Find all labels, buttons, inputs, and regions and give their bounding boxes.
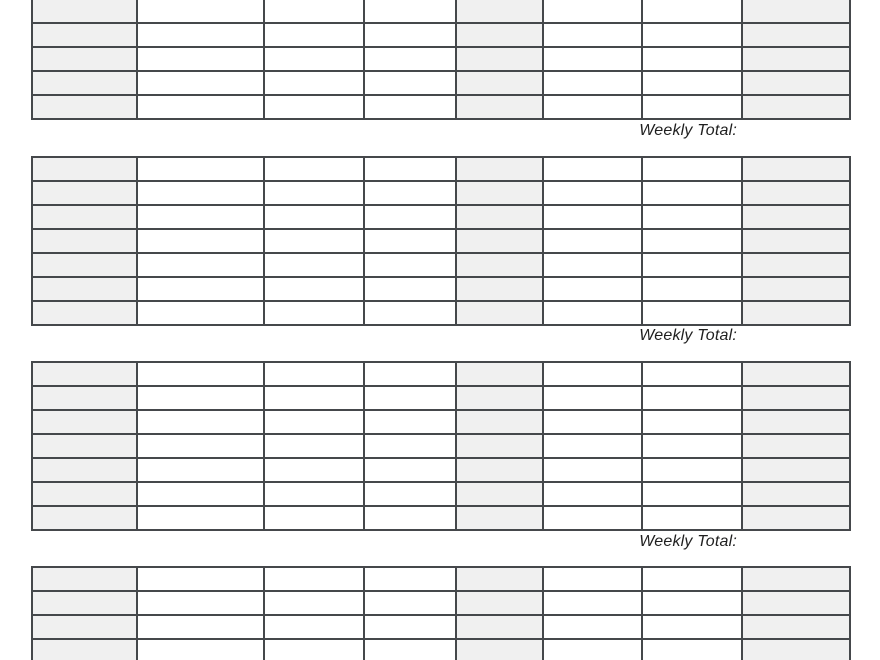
entry-cell — [543, 567, 642, 591]
entry-cell — [137, 567, 264, 591]
entry-cell — [264, 181, 364, 205]
entry-cell — [543, 615, 642, 639]
entry-cell — [264, 591, 364, 615]
entry-cell — [543, 362, 642, 386]
shaded-cell — [32, 229, 137, 253]
shaded-cell — [456, 591, 543, 615]
shaded-cell — [742, 301, 850, 325]
shaded-cell — [32, 362, 137, 386]
shaded-cell — [456, 301, 543, 325]
table-row — [32, 47, 850, 71]
entry-cell — [137, 410, 264, 434]
shaded-cell — [456, 47, 543, 71]
entry-cell — [137, 506, 264, 530]
entry-cell — [137, 277, 264, 301]
shaded-cell — [456, 277, 543, 301]
shaded-cell — [742, 71, 850, 95]
shaded-cell — [742, 181, 850, 205]
table-row — [32, 410, 850, 434]
entry-cell — [364, 47, 456, 71]
entry-cell — [137, 71, 264, 95]
entry-cell — [264, 434, 364, 458]
shaded-cell — [32, 157, 137, 181]
entry-cell — [137, 23, 264, 47]
shaded-cell — [456, 205, 543, 229]
entry-cell — [642, 47, 742, 71]
shaded-cell — [742, 410, 850, 434]
entry-cell — [264, 362, 364, 386]
shaded-cell — [456, 71, 543, 95]
entry-cell — [364, 386, 456, 410]
table-row — [32, 567, 850, 591]
shaded-cell — [32, 181, 137, 205]
entry-cell — [642, 458, 742, 482]
entry-cell — [642, 410, 742, 434]
entry-cell — [364, 615, 456, 639]
entry-cell — [642, 362, 742, 386]
entry-cell — [642, 301, 742, 325]
entry-cell — [264, 506, 364, 530]
shaded-cell — [32, 47, 137, 71]
entry-cell — [264, 71, 364, 95]
shaded-cell — [32, 506, 137, 530]
shaded-cell — [32, 277, 137, 301]
entry-cell — [264, 567, 364, 591]
entry-cell — [543, 181, 642, 205]
entry-cell — [264, 615, 364, 639]
table-row — [32, 0, 850, 23]
entry-cell — [264, 205, 364, 229]
entry-cell — [264, 386, 364, 410]
table-row — [32, 615, 850, 639]
entry-cell — [543, 591, 642, 615]
entry-cell — [364, 0, 456, 23]
shaded-cell — [456, 639, 543, 660]
weekly-total-label-3: Weekly Total: — [639, 533, 737, 550]
shaded-cell — [456, 386, 543, 410]
entry-cell — [137, 434, 264, 458]
entry-cell — [364, 434, 456, 458]
entry-cell — [642, 0, 742, 23]
entry-cell — [364, 567, 456, 591]
entry-cell — [364, 277, 456, 301]
entry-cell — [137, 482, 264, 506]
entry-cell — [264, 95, 364, 119]
table-row — [32, 458, 850, 482]
entry-cell — [137, 615, 264, 639]
entry-cell — [642, 434, 742, 458]
shaded-cell — [456, 157, 543, 181]
entry-cell — [137, 0, 264, 23]
entry-cell — [543, 639, 642, 660]
entry-cell — [137, 205, 264, 229]
table-row — [32, 506, 850, 530]
shaded-cell — [742, 615, 850, 639]
entry-cell — [543, 277, 642, 301]
entry-cell — [543, 434, 642, 458]
entry-cell — [364, 253, 456, 277]
shaded-cell — [742, 362, 850, 386]
entry-cell — [642, 95, 742, 119]
entry-cell — [264, 47, 364, 71]
table-row — [32, 181, 850, 205]
entry-cell — [137, 591, 264, 615]
entry-cell — [543, 23, 642, 47]
shaded-cell — [32, 434, 137, 458]
week-1-table — [31, 0, 851, 120]
shaded-cell — [32, 386, 137, 410]
entry-cell — [264, 229, 364, 253]
weekly-total-label-2: Weekly Total: — [639, 327, 737, 344]
shaded-cell — [742, 157, 850, 181]
shaded-cell — [456, 362, 543, 386]
entry-cell — [137, 229, 264, 253]
entry-cell — [642, 253, 742, 277]
shaded-cell — [742, 95, 850, 119]
shaded-cell — [456, 458, 543, 482]
entry-cell — [642, 157, 742, 181]
shaded-cell — [456, 615, 543, 639]
table-row — [32, 229, 850, 253]
entry-cell — [364, 23, 456, 47]
entry-cell — [543, 253, 642, 277]
entry-cell — [642, 23, 742, 47]
table-row — [32, 253, 850, 277]
shaded-cell — [32, 71, 137, 95]
entry-cell — [137, 386, 264, 410]
entry-cell — [364, 95, 456, 119]
entry-cell — [543, 205, 642, 229]
week-3-table — [31, 361, 851, 531]
entry-cell — [543, 95, 642, 119]
shaded-cell — [742, 386, 850, 410]
entry-cell — [364, 591, 456, 615]
shaded-cell — [456, 253, 543, 277]
entry-cell — [364, 458, 456, 482]
entry-cell — [264, 482, 364, 506]
shaded-cell — [742, 591, 850, 615]
entry-cell — [642, 229, 742, 253]
shaded-cell — [456, 95, 543, 119]
table-row — [32, 482, 850, 506]
table-row — [32, 157, 850, 181]
entry-cell — [137, 253, 264, 277]
entry-cell — [543, 47, 642, 71]
shaded-cell — [32, 0, 137, 23]
entry-cell — [642, 386, 742, 410]
entry-cell — [137, 181, 264, 205]
shaded-cell — [32, 615, 137, 639]
shaded-cell — [32, 253, 137, 277]
entry-cell — [642, 639, 742, 660]
table-row — [32, 386, 850, 410]
entry-cell — [364, 71, 456, 95]
entry-cell — [264, 0, 364, 23]
shaded-cell — [456, 23, 543, 47]
shaded-cell — [742, 458, 850, 482]
entry-cell — [364, 362, 456, 386]
entry-cell — [543, 229, 642, 253]
entry-cell — [543, 157, 642, 181]
shaded-cell — [456, 434, 543, 458]
entry-cell — [642, 615, 742, 639]
week-2-table — [31, 156, 851, 326]
shaded-cell — [32, 591, 137, 615]
shaded-cell — [742, 277, 850, 301]
entry-cell — [364, 482, 456, 506]
shaded-cell — [456, 482, 543, 506]
shaded-cell — [456, 567, 543, 591]
shaded-cell — [32, 567, 137, 591]
entry-cell — [264, 157, 364, 181]
shaded-cell — [742, 0, 850, 23]
entry-cell — [137, 47, 264, 71]
shaded-cell — [32, 482, 137, 506]
entry-cell — [543, 506, 642, 530]
entry-cell — [264, 410, 364, 434]
table-row — [32, 362, 850, 386]
shaded-cell — [32, 205, 137, 229]
entry-cell — [137, 301, 264, 325]
entry-cell — [137, 157, 264, 181]
entry-cell — [137, 362, 264, 386]
entry-cell — [642, 591, 742, 615]
entry-cell — [137, 95, 264, 119]
entry-cell — [543, 410, 642, 434]
entry-cell — [543, 71, 642, 95]
shaded-cell — [456, 0, 543, 23]
table-row — [32, 23, 850, 47]
entry-cell — [264, 639, 364, 660]
entry-cell — [543, 458, 642, 482]
entry-cell — [364, 157, 456, 181]
shaded-cell — [742, 639, 850, 660]
shaded-cell — [742, 23, 850, 47]
entry-cell — [642, 482, 742, 506]
entry-cell — [543, 386, 642, 410]
table-row — [32, 301, 850, 325]
entry-cell — [642, 506, 742, 530]
entry-cell — [264, 301, 364, 325]
shaded-cell — [32, 23, 137, 47]
entry-cell — [543, 482, 642, 506]
shaded-cell — [742, 567, 850, 591]
shaded-cell — [742, 434, 850, 458]
entry-cell — [264, 458, 364, 482]
entry-cell — [364, 639, 456, 660]
table-row — [32, 205, 850, 229]
entry-cell — [137, 639, 264, 660]
entry-cell — [543, 301, 642, 325]
entry-cell — [264, 23, 364, 47]
table-row — [32, 277, 850, 301]
entry-cell — [137, 458, 264, 482]
shaded-cell — [32, 639, 137, 660]
entry-cell — [364, 181, 456, 205]
shaded-cell — [742, 506, 850, 530]
entry-cell — [642, 277, 742, 301]
entry-cell — [264, 277, 364, 301]
entry-cell — [264, 253, 364, 277]
shaded-cell — [742, 47, 850, 71]
entry-cell — [364, 229, 456, 253]
shaded-cell — [456, 506, 543, 530]
table-row — [32, 71, 850, 95]
entry-cell — [642, 181, 742, 205]
shaded-cell — [742, 482, 850, 506]
entry-cell — [543, 0, 642, 23]
shaded-cell — [32, 410, 137, 434]
table-row — [32, 434, 850, 458]
entry-cell — [364, 301, 456, 325]
entry-cell — [642, 205, 742, 229]
shaded-cell — [742, 205, 850, 229]
shaded-cell — [456, 410, 543, 434]
shaded-cell — [456, 181, 543, 205]
week-4-table — [31, 566, 851, 660]
table-row — [32, 639, 850, 660]
shaded-cell — [32, 95, 137, 119]
entry-cell — [642, 71, 742, 95]
weekly-total-label-1: Weekly Total: — [639, 122, 737, 139]
table-row — [32, 591, 850, 615]
shaded-cell — [742, 253, 850, 277]
shaded-cell — [32, 301, 137, 325]
table-row — [32, 95, 850, 119]
entry-cell — [364, 205, 456, 229]
entry-cell — [364, 410, 456, 434]
shaded-cell — [456, 229, 543, 253]
shaded-cell — [32, 458, 137, 482]
shaded-cell — [742, 229, 850, 253]
entry-cell — [642, 567, 742, 591]
entry-cell — [364, 506, 456, 530]
